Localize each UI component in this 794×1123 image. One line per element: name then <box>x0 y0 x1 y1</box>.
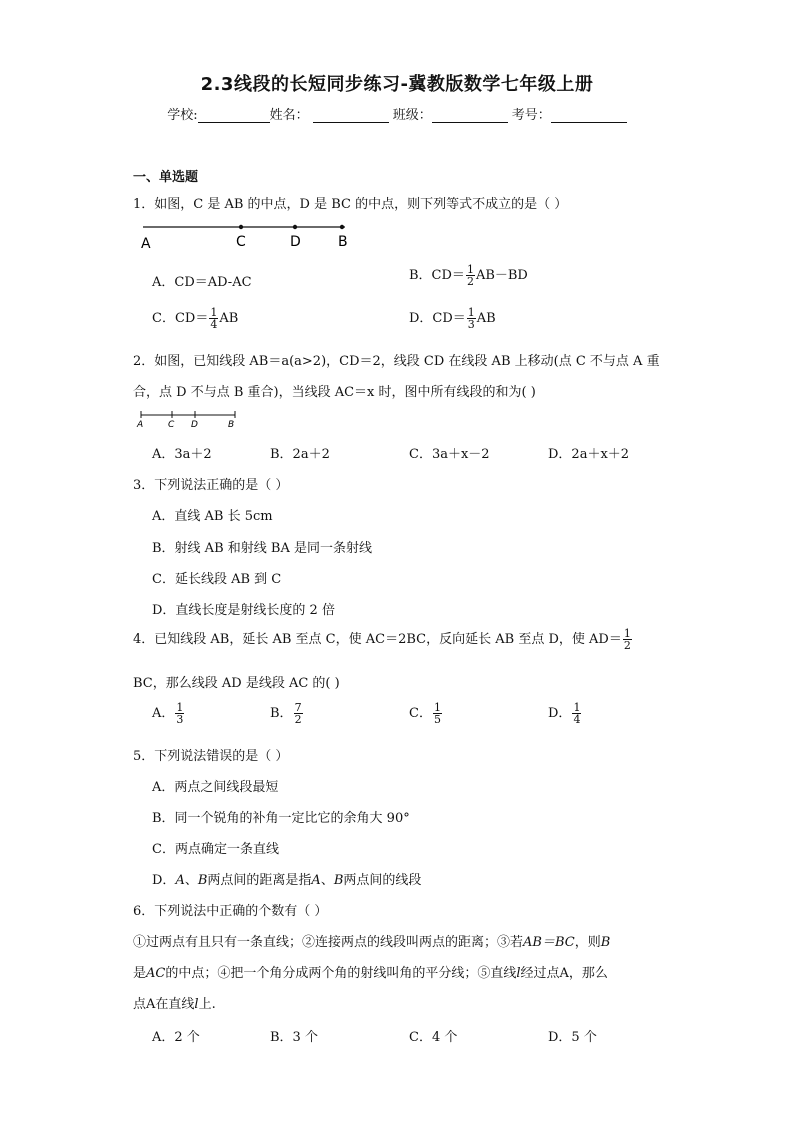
q3-option-b[interactable]: B．射线 AB 和射线 BA 是同一条射线 <box>152 541 372 556</box>
q1-label-a: A <box>141 236 151 252</box>
denominator: 4 <box>573 713 581 726</box>
math-var: l <box>516 966 521 981</box>
question-2-line-1: 2．如图，已知线段 AB＝a(a>2)，CD＝2，线段 CD 在线段 AB 上移动(点 C 不与点 A 重 <box>133 354 660 369</box>
q2-label-a: A <box>137 420 144 430</box>
q5-option-d[interactable] <box>152 869 421 888</box>
q1-option-d-suffix: AB <box>476 311 496 326</box>
q6-option-b[interactable]: B．3 个 <box>270 1030 318 1045</box>
q1-option-b-suffix: AB－BD <box>475 268 528 283</box>
q1-label-c: C <box>236 234 246 250</box>
q5-option-c[interactable]: C．两点确定一条直线 <box>152 842 279 857</box>
q2-segment-figure <box>135 408 245 430</box>
denominator: 2 <box>623 639 631 652</box>
denominator: 5 <box>433 713 441 726</box>
denominator: 2 <box>466 275 474 288</box>
q1-option-d-prefix: D．CD＝ <box>409 311 466 326</box>
numerator: 1 <box>176 701 184 714</box>
option-text: 两点间的线段 <box>343 873 422 888</box>
option-text: 两点间的距离是指 <box>207 873 312 888</box>
q6-statement-text: ，则 <box>574 935 601 950</box>
question-1-text: 1．如图，C 是 AB 的中点，D 是 BC 的中点，则下列等式不成立的是（ ） <box>133 197 568 212</box>
fraction <box>467 307 476 330</box>
q5-option-a[interactable]: A．两点之间线段最短 <box>152 780 279 795</box>
fraction <box>466 264 475 287</box>
math-var: B <box>600 935 611 950</box>
q4-option-d[interactable] <box>548 702 582 725</box>
math-var: l <box>194 997 199 1012</box>
q2-label-c: C <box>168 420 175 430</box>
q2-option-a[interactable]: A．3a＋2 <box>152 447 212 462</box>
fraction <box>433 702 442 725</box>
q6-statement-text: 经过点A，那么 <box>520 966 608 981</box>
math-var: AC <box>146 966 166 981</box>
number-blank[interactable] <box>551 108 627 123</box>
q5-option-b[interactable]: B．同一个锐角的补角一定比它的余角大 90° <box>152 811 410 826</box>
section-heading: 一、单选题 <box>133 170 199 185</box>
q1-option-b-prefix: B．CD＝ <box>409 268 465 283</box>
q1-option-b[interactable] <box>409 264 528 287</box>
q1-option-c-prefix: C．CD＝ <box>152 311 209 326</box>
option-label: A． <box>152 706 175 721</box>
q6-option-c[interactable]: C．4 个 <box>409 1030 458 1045</box>
q1-label-b: B <box>338 234 348 250</box>
separator: 、 <box>320 873 334 888</box>
denominator: 4 <box>210 318 218 331</box>
q6-statement-text: 点A在直线 <box>133 997 195 1012</box>
numerator: 1 <box>573 701 581 714</box>
q6-statement-text: 上. <box>198 997 216 1012</box>
fraction <box>294 702 303 725</box>
numerator: 1 <box>623 627 631 640</box>
question-5-text: 5．下列说法错误的是（ ） <box>133 749 289 764</box>
math-var: B <box>197 873 208 888</box>
q2-option-d[interactable]: D．2a＋x＋2 <box>548 447 630 462</box>
math-expression: AB＝BC <box>523 935 575 950</box>
numerator: 1 <box>467 306 475 319</box>
question-6-line-1 <box>133 931 610 950</box>
page-title: 2.3线段的长短同步练习-冀教版数学七年级上册 <box>200 74 594 95</box>
question-3-text: 3．下列说法正确的是（ ） <box>133 478 289 493</box>
q2-label-b: B <box>228 420 235 430</box>
q4-option-c[interactable] <box>409 702 443 725</box>
name-blank[interactable] <box>313 108 389 123</box>
q1-segment-figure <box>135 218 365 254</box>
q2-option-b[interactable]: B．2a＋2 <box>270 447 330 462</box>
question-6-line-3 <box>133 993 216 1012</box>
option-label: D． <box>152 873 176 888</box>
class-label: 班级： <box>392 108 432 123</box>
q4-option-b[interactable] <box>270 702 304 725</box>
fraction <box>623 628 632 651</box>
numerator: 1 <box>433 701 441 714</box>
class-blank[interactable] <box>432 108 508 123</box>
q4-line-1-text: 4．已知线段 AB，延长 AB 至点 C，使 AC＝2BC，反向延长 AB 至点 D，使 AD＝ <box>133 632 622 647</box>
math-var: B <box>333 873 344 888</box>
q1-option-c-suffix: AB <box>219 311 239 326</box>
number-label: 考号： <box>511 108 551 123</box>
school-blank[interactable] <box>198 108 270 123</box>
name-label: 姓名： <box>269 108 309 123</box>
q3-option-a[interactable]: A．直线 AB 长 5cm <box>152 509 273 524</box>
denominator: 2 <box>294 713 302 726</box>
q6-option-d[interactable]: D．5 个 <box>548 1030 597 1045</box>
school-label: 学校: <box>167 108 198 123</box>
question-4-line-1 <box>133 628 633 651</box>
q1-label-d: D <box>290 234 301 250</box>
fraction <box>209 307 218 330</box>
q1-option-c[interactable] <box>152 307 238 330</box>
q3-option-d[interactable]: D．直线长度是射线长度的 2 倍 <box>152 603 335 618</box>
q2-option-c[interactable]: C．3a＋x－2 <box>409 447 490 462</box>
q3-option-c[interactable]: C．延长线段 AB 到 C <box>152 572 282 587</box>
option-label: B． <box>270 706 293 721</box>
q6-statement-text: 是 <box>133 966 147 981</box>
math-var: A <box>175 873 185 888</box>
q1-option-a[interactable]: A．CD＝AD-AC <box>152 275 252 290</box>
math-var: A <box>311 873 321 888</box>
q6-statement-text: ①过两点有且只有一条直线；②连接两点的线段叫两点的距离；③若 <box>133 935 524 950</box>
denominator: 3 <box>467 318 475 331</box>
question-2-line-2: 合，点 D 不与点 B 重合)，当线段 AC＝x 时，图中所有线段的和为( ) <box>133 385 536 400</box>
q6-statement-text: 的中点；④把一个角分成两个角的射线叫角的平分线；⑤直线 <box>165 966 517 981</box>
numerator: 7 <box>294 701 302 714</box>
question-6-line-2 <box>133 962 608 981</box>
numerator: 1 <box>210 306 218 319</box>
fraction <box>572 702 581 725</box>
option-label: C． <box>409 706 432 721</box>
question-4-line-2: BC，那么线段 AD 是线段 AC 的( ) <box>133 676 340 691</box>
fraction <box>175 702 184 725</box>
separator: 、 <box>184 873 198 888</box>
option-label: D． <box>548 706 572 721</box>
denominator: 3 <box>176 713 184 726</box>
numerator: 1 <box>466 263 474 276</box>
q6-option-a[interactable]: A．2 个 <box>152 1030 200 1045</box>
q1-option-d[interactable] <box>409 307 496 330</box>
q2-label-d: D <box>191 420 198 430</box>
student-info-line <box>0 104 794 123</box>
question-6-text: 6．下列说法中正确的个数有（ ） <box>133 904 328 919</box>
q4-option-a[interactable] <box>152 702 185 725</box>
